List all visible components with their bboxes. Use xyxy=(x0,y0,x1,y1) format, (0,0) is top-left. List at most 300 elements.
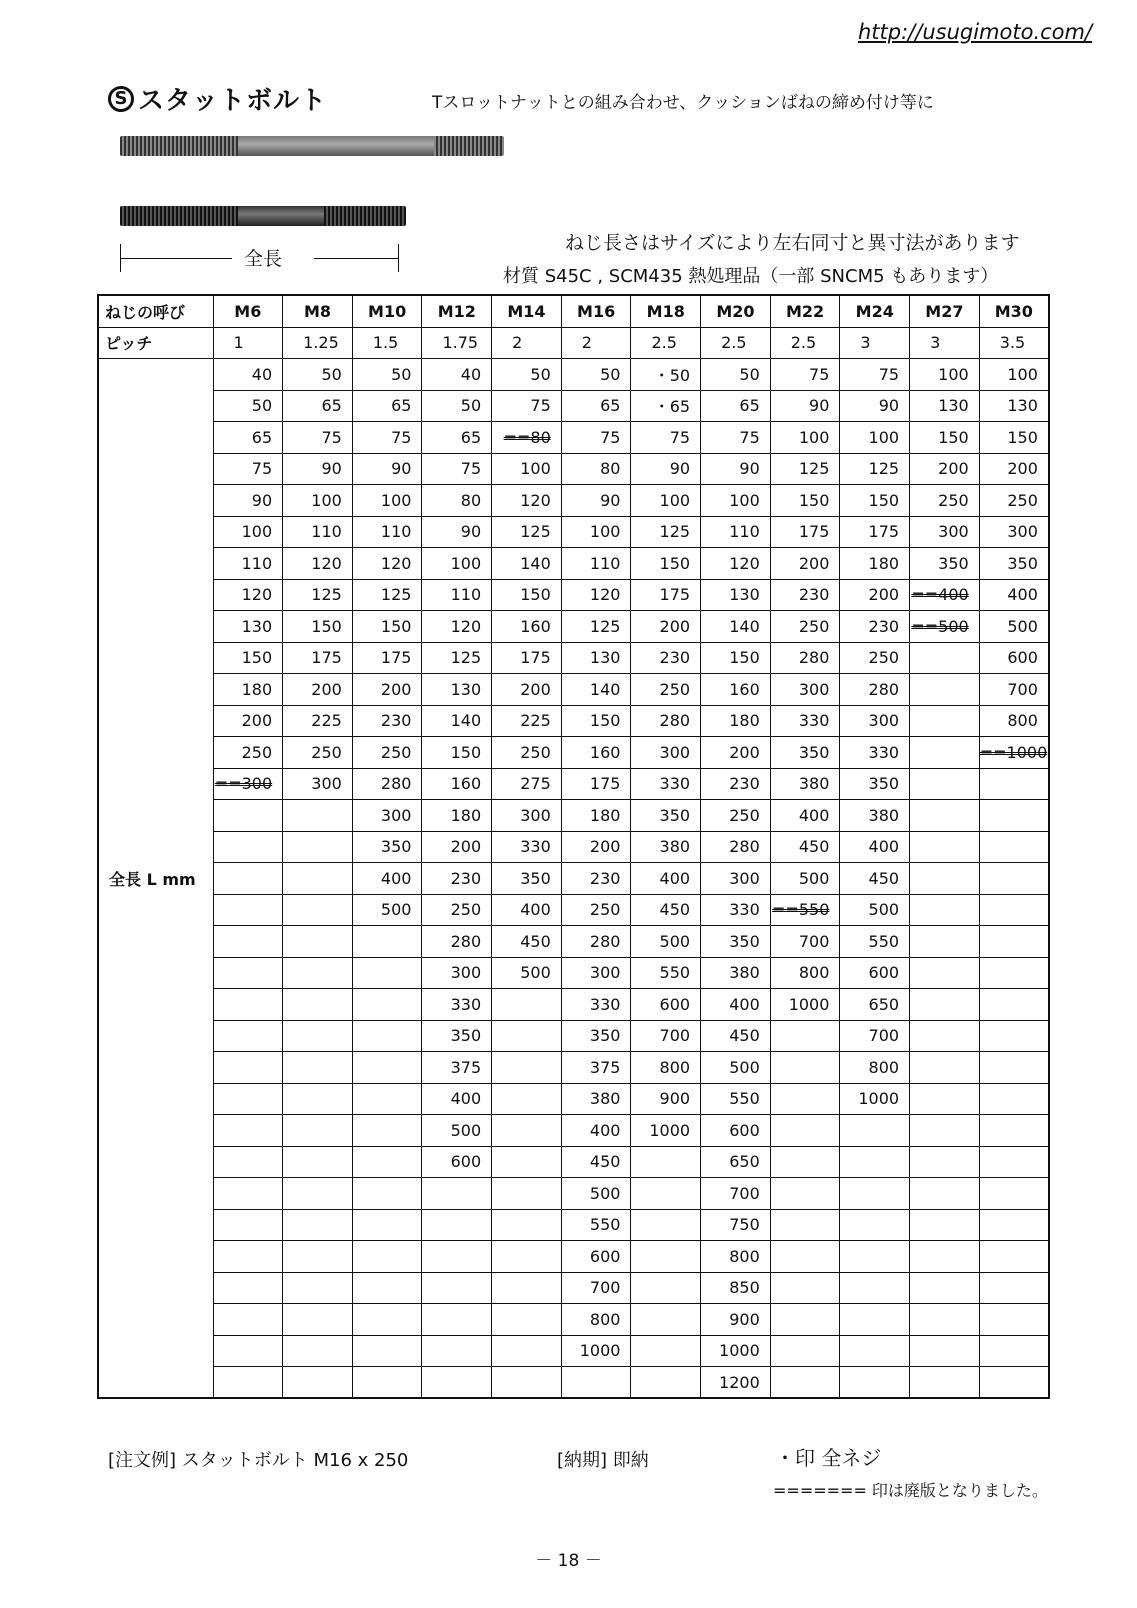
length-cell: 750 xyxy=(701,1209,771,1241)
length-cell: 100 xyxy=(770,422,840,454)
length-cell: 300 xyxy=(492,800,562,832)
length-cell: 350 xyxy=(910,548,980,580)
length-dimension xyxy=(120,244,410,272)
length-row xyxy=(98,1335,1049,1367)
length-row xyxy=(98,894,1049,926)
length-cell: 180 xyxy=(840,548,910,580)
length-cell: 125 xyxy=(840,453,910,485)
length-cell xyxy=(283,1272,353,1304)
length-cell: 250 xyxy=(492,737,562,769)
length-cell xyxy=(631,1304,701,1336)
pitch-cell: 3 xyxy=(840,327,910,359)
length-cell: 110 xyxy=(283,516,353,548)
length-cell: 300 xyxy=(422,957,492,989)
length-cell: 100 xyxy=(492,453,562,485)
length-cell: 350 xyxy=(492,863,562,895)
length-cell xyxy=(979,926,1049,958)
length-cell: 65 xyxy=(701,390,771,422)
length-cell: 90 xyxy=(422,516,492,548)
length-cell: 380 xyxy=(701,957,771,989)
length-cell: 330 xyxy=(770,705,840,737)
length-row xyxy=(98,926,1049,958)
length-cell: 1000 xyxy=(840,1083,910,1115)
length-row xyxy=(98,516,1049,548)
pitch-cell: 2 xyxy=(492,327,562,359)
length-cell: 230 xyxy=(422,863,492,895)
length-cell: 375 xyxy=(561,1052,631,1084)
pitch-cell: 2.5 xyxy=(631,327,701,359)
length-cell xyxy=(422,1178,492,1210)
delivery-note: [納期] 即納 xyxy=(557,1450,649,1471)
length-cell: 250 xyxy=(422,894,492,926)
length-cell xyxy=(283,1146,353,1178)
length-cell xyxy=(910,737,980,769)
size-header-cell: M30 xyxy=(979,295,1049,327)
length-cell: 300 xyxy=(770,674,840,706)
length-cell xyxy=(979,1304,1049,1336)
length-cell: 90 xyxy=(283,453,353,485)
length-cell: 330 xyxy=(840,737,910,769)
length-dimension-label: 全長 xyxy=(244,248,283,270)
length-cell xyxy=(352,1178,422,1210)
length-row xyxy=(98,705,1049,737)
length-cell: 200 xyxy=(701,737,771,769)
length-cell: 175 xyxy=(631,579,701,611)
length-cell xyxy=(352,1020,422,1052)
length-cell: 80 xyxy=(561,453,631,485)
length-cell xyxy=(840,1304,910,1336)
thread-length-note: ねじ長さはサイズにより左右同寸と異寸法があります xyxy=(565,232,1020,254)
length-cell xyxy=(770,1241,840,1273)
length-cell: 90 xyxy=(701,453,771,485)
length-cell: 150 xyxy=(422,737,492,769)
length-cell xyxy=(979,1083,1049,1115)
length-cell: 380 xyxy=(770,768,840,800)
length-cell: 150 xyxy=(979,422,1049,454)
length-row xyxy=(98,674,1049,706)
length-cell: 150 xyxy=(283,611,353,643)
length-cell: 125 xyxy=(770,453,840,485)
length-cell: 65 xyxy=(283,390,353,422)
length-cell xyxy=(352,1304,422,1336)
length-cell xyxy=(910,1083,980,1115)
length-cell: ・65 xyxy=(631,390,701,422)
length-cell: 50 xyxy=(352,359,422,391)
length-cell: 200 xyxy=(840,579,910,611)
length-cell: 400 xyxy=(561,1115,631,1147)
length-cell xyxy=(422,1241,492,1273)
length-cell xyxy=(422,1209,492,1241)
length-cell: 180 xyxy=(213,674,283,706)
length-cell xyxy=(352,1272,422,1304)
pitch-cell: 2 xyxy=(561,327,631,359)
length-cell xyxy=(840,1115,910,1147)
length-cell xyxy=(213,1335,283,1367)
pitch-row xyxy=(98,327,1049,359)
length-cell: 140 xyxy=(492,548,562,580)
length-cell xyxy=(283,1115,353,1147)
length-cell: 225 xyxy=(492,705,562,737)
pitch-cell: 1.75 xyxy=(422,327,492,359)
length-cell xyxy=(283,894,353,926)
length-cell: 200 xyxy=(910,453,980,485)
length-cell xyxy=(492,1083,562,1115)
length-cell xyxy=(283,1367,353,1399)
length-cell: 400 xyxy=(770,800,840,832)
length-cell xyxy=(283,1020,353,1052)
length-cell: 125 xyxy=(631,516,701,548)
length-cell: 280 xyxy=(352,768,422,800)
length-cell xyxy=(352,957,422,989)
length-cell xyxy=(422,1272,492,1304)
length-cell xyxy=(213,1304,283,1336)
length-cell xyxy=(213,1146,283,1178)
length-cell: 150 xyxy=(701,642,771,674)
length-cell xyxy=(631,1209,701,1241)
length-cell: 130 xyxy=(701,579,771,611)
length-cell xyxy=(352,926,422,958)
length-cell: 100 xyxy=(352,485,422,517)
length-cell: ・50 xyxy=(631,359,701,391)
length-cell: 175 xyxy=(352,642,422,674)
length-cell: 120 xyxy=(492,485,562,517)
length-cell xyxy=(979,989,1049,1021)
length-cell xyxy=(631,1272,701,1304)
length-cell: 175 xyxy=(492,642,562,674)
length-cell: 700 xyxy=(840,1020,910,1052)
length-cell xyxy=(770,894,840,926)
length-cell: 150 xyxy=(213,642,283,674)
length-cell xyxy=(561,1367,631,1399)
length-cell xyxy=(492,1272,562,1304)
spec-table xyxy=(97,294,1050,1399)
length-cell: 90 xyxy=(770,390,840,422)
length-cell: 140 xyxy=(701,611,771,643)
length-cell xyxy=(979,1115,1049,1147)
length-cell xyxy=(979,1241,1049,1273)
length-cell xyxy=(352,1335,422,1367)
length-row xyxy=(98,453,1049,485)
length-cell: 350 xyxy=(979,548,1049,580)
pitch-cell: 1 xyxy=(213,327,283,359)
length-cell: 300 xyxy=(352,800,422,832)
length-cell xyxy=(840,1367,910,1399)
length-cell: 200 xyxy=(770,548,840,580)
length-cell: 450 xyxy=(840,863,910,895)
length-cell xyxy=(979,1178,1049,1210)
length-cell: 110 xyxy=(213,548,283,580)
length-cell: 75 xyxy=(283,422,353,454)
pitch-cell: 1.25 xyxy=(283,327,353,359)
size-header-row xyxy=(98,295,1049,327)
length-row xyxy=(98,1083,1049,1115)
length-row xyxy=(98,485,1049,517)
length-cell: 100 xyxy=(910,359,980,391)
length-cell: 160 xyxy=(701,674,771,706)
length-cell: 90 xyxy=(631,453,701,485)
length-cell: 120 xyxy=(352,548,422,580)
length-cell: 130 xyxy=(213,611,283,643)
length-cell: 850 xyxy=(701,1272,771,1304)
length-row xyxy=(98,390,1049,422)
length-cell xyxy=(352,1083,422,1115)
length-cell xyxy=(492,1241,562,1273)
length-cell: 75 xyxy=(213,453,283,485)
length-cell: 75 xyxy=(422,453,492,485)
length-cell: 110 xyxy=(561,548,631,580)
length-cell: 180 xyxy=(561,800,631,832)
length-cell: 400 xyxy=(701,989,771,1021)
length-cell: 500 xyxy=(352,894,422,926)
length-cell: 100 xyxy=(631,485,701,517)
length-cell xyxy=(910,1178,980,1210)
size-header-cell: M8 xyxy=(283,295,353,327)
length-cell xyxy=(213,1020,283,1052)
length-cell: 700 xyxy=(979,674,1049,706)
length-cell: 1000 xyxy=(631,1115,701,1147)
length-cell: 1200 xyxy=(701,1367,771,1399)
length-cell: 250 xyxy=(979,485,1049,517)
length-cell xyxy=(422,1304,492,1336)
length-cell: 450 xyxy=(561,1146,631,1178)
length-cell xyxy=(283,1052,353,1084)
length-cell: 75 xyxy=(631,422,701,454)
size-header-cell: M16 xyxy=(561,295,631,327)
length-cell: 250 xyxy=(631,674,701,706)
length-cell: 50 xyxy=(213,390,283,422)
length-cell: 450 xyxy=(631,894,701,926)
length-cell: 330 xyxy=(492,831,562,863)
length-cell xyxy=(770,1335,840,1367)
length-cell xyxy=(910,1209,980,1241)
length-cell: 120 xyxy=(561,579,631,611)
length-cell xyxy=(631,1335,701,1367)
length-cell: 100 xyxy=(213,516,283,548)
length-cell: 250 xyxy=(910,485,980,517)
length-cell: 125 xyxy=(283,579,353,611)
length-cell: 120 xyxy=(283,548,353,580)
length-cell: 500 xyxy=(840,894,910,926)
length-cell xyxy=(283,1335,353,1367)
length-cell: 500 xyxy=(701,1052,771,1084)
length-cell xyxy=(213,768,283,800)
length-cell: 100 xyxy=(561,516,631,548)
length-cell xyxy=(979,957,1049,989)
length-cell: 120 xyxy=(701,548,771,580)
order-example: [注文例] スタットボルト M16 x 250 xyxy=(108,1450,409,1471)
page-title: スタットボルト xyxy=(138,86,328,116)
length-cell: 65 xyxy=(561,390,631,422)
length-cell xyxy=(910,926,980,958)
length-cell: 380 xyxy=(561,1083,631,1115)
length-cell xyxy=(422,1367,492,1399)
length-cell: 200 xyxy=(492,674,562,706)
length-cell: 300 xyxy=(910,516,980,548)
length-cell xyxy=(213,957,283,989)
size-header-cell: M18 xyxy=(631,295,701,327)
length-cell xyxy=(910,579,980,611)
length-row xyxy=(98,1178,1049,1210)
length-cell xyxy=(770,1052,840,1084)
length-cell xyxy=(213,800,283,832)
length-cell xyxy=(979,1367,1049,1399)
length-cell xyxy=(283,1241,353,1273)
length-cell xyxy=(910,1367,980,1399)
length-cell: 550 xyxy=(631,957,701,989)
size-header-cell: M10 xyxy=(352,295,422,327)
pitch-cell: 2.5 xyxy=(701,327,771,359)
length-cell: 500 xyxy=(561,1178,631,1210)
length-cell: 130 xyxy=(910,390,980,422)
length-cell xyxy=(213,1052,283,1084)
length-cell: 230 xyxy=(840,611,910,643)
page-number: － 18 － xyxy=(535,1551,602,1571)
stud-bolt-photo-1 xyxy=(120,136,504,156)
length-cell xyxy=(770,1367,840,1399)
length-cell: 50 xyxy=(561,359,631,391)
length-cell: 550 xyxy=(701,1083,771,1115)
length-label: 全長 L mm xyxy=(98,359,213,1399)
pitch-label: ピッチ xyxy=(98,327,213,359)
length-cell: 400 xyxy=(979,579,1049,611)
length-cell: 1000 xyxy=(770,989,840,1021)
length-cell: 160 xyxy=(561,737,631,769)
length-cell xyxy=(283,957,353,989)
length-row xyxy=(98,548,1049,580)
length-cell xyxy=(979,1052,1049,1084)
length-cell: 125 xyxy=(492,516,562,548)
length-cell: 650 xyxy=(840,989,910,1021)
length-cell: 150 xyxy=(910,422,980,454)
length-cell: 125 xyxy=(422,642,492,674)
length-row xyxy=(98,737,1049,769)
length-cell: 110 xyxy=(701,516,771,548)
length-cell: 250 xyxy=(840,642,910,674)
length-cell xyxy=(422,1335,492,1367)
length-cell: 140 xyxy=(422,705,492,737)
length-cell: 120 xyxy=(213,579,283,611)
length-cell xyxy=(910,1020,980,1052)
length-cell xyxy=(770,1115,840,1147)
length-cell xyxy=(979,800,1049,832)
length-cell: 100 xyxy=(840,422,910,454)
stud-bolt-photo-2 xyxy=(120,206,406,226)
length-row xyxy=(98,422,1049,454)
length-cell xyxy=(840,1335,910,1367)
size-header-cell: M20 xyxy=(701,295,771,327)
length-cell: 200 xyxy=(422,831,492,863)
length-cell: 250 xyxy=(770,611,840,643)
length-cell: 175 xyxy=(840,516,910,548)
abolished-legend: ======= 印は廃版となりました。 xyxy=(773,1481,1048,1500)
length-cell xyxy=(910,674,980,706)
length-cell xyxy=(352,1052,422,1084)
size-header-cell: M24 xyxy=(840,295,910,327)
length-cell: 280 xyxy=(770,642,840,674)
length-cell: 130 xyxy=(979,390,1049,422)
length-cell: 600 xyxy=(840,957,910,989)
length-cell xyxy=(770,1020,840,1052)
length-cell: 75 xyxy=(701,422,771,454)
length-cell: 230 xyxy=(770,579,840,611)
length-cell: 800 xyxy=(840,1052,910,1084)
length-cell: 350 xyxy=(561,1020,631,1052)
length-cell: 900 xyxy=(701,1304,771,1336)
length-cell xyxy=(352,1146,422,1178)
length-cell: 110 xyxy=(422,579,492,611)
length-cell: 330 xyxy=(561,989,631,1021)
length-cell xyxy=(352,1115,422,1147)
abolished-value: ==400 xyxy=(911,585,969,605)
length-cell xyxy=(979,894,1049,926)
length-cell: 800 xyxy=(770,957,840,989)
length-row xyxy=(98,1146,1049,1178)
length-cell xyxy=(979,1146,1049,1178)
length-cell: 230 xyxy=(631,642,701,674)
length-cell xyxy=(283,1083,353,1115)
length-cell xyxy=(213,831,283,863)
abolished-value: ==550 xyxy=(772,900,830,920)
site-url[interactable]: http://usugimoto.com/ xyxy=(858,20,1093,44)
length-cell xyxy=(492,1115,562,1147)
length-cell xyxy=(910,1272,980,1304)
length-row xyxy=(98,1020,1049,1052)
length-cell xyxy=(213,926,283,958)
length-cell: 250 xyxy=(352,737,422,769)
length-cell: 200 xyxy=(352,674,422,706)
length-cell xyxy=(910,1304,980,1336)
length-cell xyxy=(492,989,562,1021)
length-cell: 75 xyxy=(770,359,840,391)
length-cell xyxy=(492,1020,562,1052)
length-cell xyxy=(213,894,283,926)
length-cell xyxy=(840,1209,910,1241)
length-cell xyxy=(492,1052,562,1084)
length-cell: 400 xyxy=(352,863,422,895)
length-cell: 200 xyxy=(561,831,631,863)
length-row xyxy=(98,1272,1049,1304)
length-cell: 120 xyxy=(422,611,492,643)
length-cell: 400 xyxy=(422,1083,492,1115)
length-cell: 800 xyxy=(979,705,1049,737)
length-cell: 280 xyxy=(561,926,631,958)
length-cell: 200 xyxy=(283,674,353,706)
length-cell: 140 xyxy=(561,674,631,706)
length-cell xyxy=(770,1272,840,1304)
length-row xyxy=(98,989,1049,1021)
length-cell: 450 xyxy=(770,831,840,863)
length-cell: 700 xyxy=(561,1272,631,1304)
length-cell: 100 xyxy=(979,359,1049,391)
length-cell xyxy=(770,1083,840,1115)
size-header-cell: M6 xyxy=(213,295,283,327)
length-cell xyxy=(283,989,353,1021)
length-cell: 125 xyxy=(352,579,422,611)
length-cell: 75 xyxy=(561,422,631,454)
length-cell: 110 xyxy=(352,516,422,548)
length-cell xyxy=(352,989,422,1021)
length-cell xyxy=(840,1241,910,1273)
length-cell: 500 xyxy=(492,957,562,989)
length-cell xyxy=(840,1146,910,1178)
length-cell: 450 xyxy=(701,1020,771,1052)
length-row xyxy=(98,800,1049,832)
length-cell: 550 xyxy=(840,926,910,958)
length-cell: 50 xyxy=(492,359,562,391)
length-cell xyxy=(631,1367,701,1399)
length-cell: 380 xyxy=(840,800,910,832)
length-cell: 600 xyxy=(701,1115,771,1147)
